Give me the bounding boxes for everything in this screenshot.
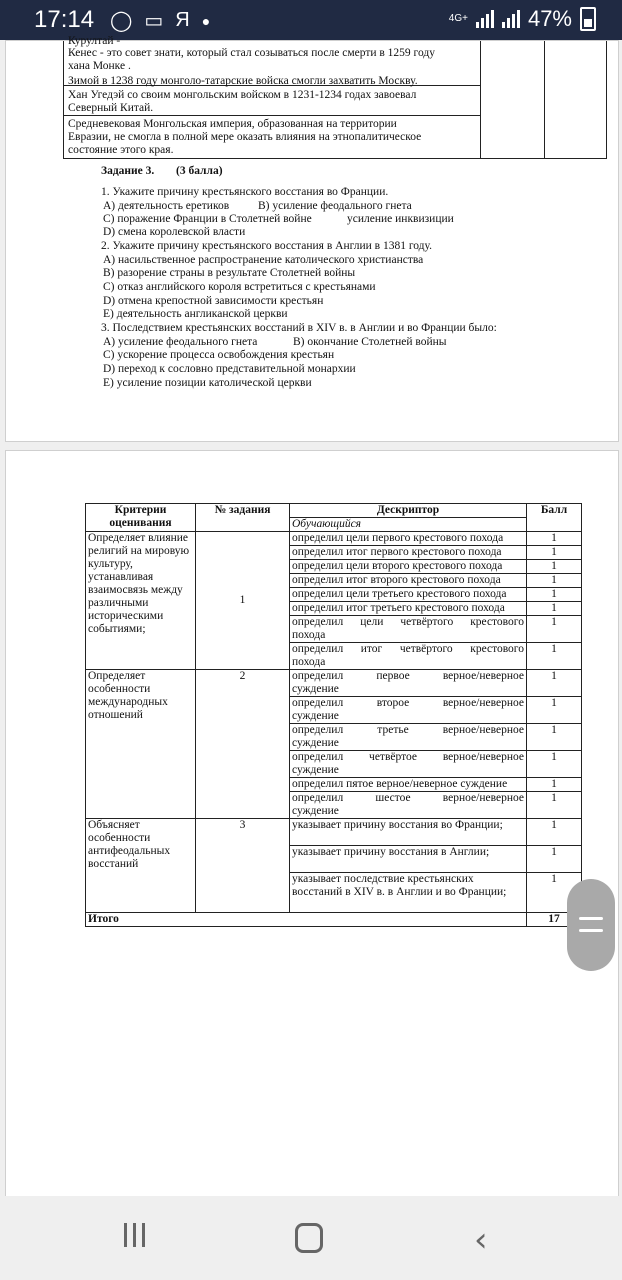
back-button[interactable]: ‹: [474, 1220, 488, 1260]
score-cell: 1: [527, 792, 582, 819]
battery-percent: 47%: [527, 6, 572, 31]
recent-apps-button[interactable]: [124, 1223, 145, 1247]
yandex-icon: Я: [175, 9, 190, 31]
task-points: (3 балла): [176, 165, 223, 177]
option: B) разорение страны в результате Столетней войны: [103, 267, 356, 279]
descriptor: определил цели первого крестового похода: [290, 532, 527, 546]
signal-icon-2: [502, 10, 520, 28]
option: E) деятельность англиканской церкви: [103, 308, 288, 320]
descriptor: определил цели третьего крестового похода: [290, 588, 527, 602]
score-cell: 1: [527, 670, 582, 697]
navigation-bar: [0, 1196, 622, 1280]
text-line: Средневековая Монгольская империя, образованная на территории: [68, 118, 397, 130]
score-cell: 1: [527, 724, 582, 751]
total-label: Итого: [86, 913, 527, 927]
task-number: 2: [196, 670, 290, 819]
descriptor: определил шестое верное/неверное суждение: [290, 792, 527, 819]
dot-icon: ●: [201, 12, 211, 29]
descriptor: определил цели четвёртого крестового похода: [290, 616, 527, 643]
text-line: Зимой в 1238 году монголо-татарские войска смогли захватить Москву.: [68, 75, 418, 87]
descriptor: определил итог третьего крестового похода: [290, 602, 527, 616]
criterion-1: Определяет влияние религий на мировую культуру, устанавливая взаимосвязь между различными историческими событиями;: [86, 532, 196, 670]
criterion-2: Определяет особенности международных отношений: [86, 670, 196, 819]
option: C) поражение Франции в Столетней войне: [103, 213, 312, 225]
descriptor: определил итог второго крестового похода: [290, 574, 527, 588]
criteria-table: [85, 503, 582, 927]
option: A) деятельность еретиков: [103, 200, 230, 212]
task-title: Задание 3.: [101, 165, 155, 177]
descriptor: определил четвёртое верное/неверное суждение: [290, 751, 527, 778]
descriptor: определил пятое верное/неверное суждение: [290, 778, 527, 792]
text-line: Хан Угедэй со своим монгольским войском в 1231-1234 годах завоевал: [68, 89, 417, 101]
header-score: Балл: [527, 504, 582, 532]
task-number: 3: [196, 819, 290, 913]
text-line: хана Монке .: [68, 60, 131, 72]
whatsapp-icon: ◯: [110, 10, 133, 32]
criterion-3: Объясняет особенности антифеодальных восстаний: [86, 819, 196, 913]
score-cell: 1: [527, 588, 582, 602]
descriptor: указывает последствие крестьянских восстаний в XIV в. в Англии и во Франции;: [290, 873, 527, 913]
score-cell: 1: [527, 616, 582, 643]
score-cell: 1: [527, 574, 582, 588]
text-line: Евразии, не смогла в полной мере оказать влияния на этнопалитическое: [68, 131, 422, 143]
status-time: 17:14: [34, 6, 95, 33]
fast-scroll-handle[interactable]: [567, 879, 615, 971]
option: E) усиление позиции католической церкви: [103, 377, 312, 389]
score-cell: 1: [527, 846, 582, 873]
score-cell: 1: [527, 532, 582, 546]
text-line: Северный Китай.: [68, 102, 154, 114]
option: B) окончание Столетней войны: [293, 336, 447, 348]
header-criteria: Критерии оценивания: [86, 504, 196, 532]
monitor-icon: ▭: [144, 10, 164, 32]
question-3: 3. Последствием крестьянских восстаний в XIV в. в Англии и во Франции было:: [101, 322, 497, 334]
option: D) переход к сословно представительной монархии: [103, 363, 356, 375]
descriptor: указывает причину восстания во Франции;: [290, 819, 527, 846]
question-2: 2. Укажите причину крестьянского восстания в Англии в 1381 году.: [101, 240, 433, 252]
score-cell: 1: [527, 643, 582, 670]
score-cell: 1: [527, 697, 582, 724]
text-line: Курултай -: [68, 35, 121, 47]
question-1: 1. Укажите причину крестьянского восстания во Франции.: [101, 186, 389, 198]
text-line: Кенес - это совет знати, который стал созываться после смерти в 1259 году: [68, 47, 436, 59]
score-cell: 1: [527, 546, 582, 560]
descriptor: определил первое верное/неверное суждение: [290, 670, 527, 697]
score-cell: 1: [527, 560, 582, 574]
document-page-1: [5, 35, 619, 442]
option: B) усиление феодального гнета: [258, 200, 412, 212]
score-cell: 1: [527, 751, 582, 778]
learner-label: Обучающийся: [290, 518, 527, 532]
score-cell: 1: [527, 873, 582, 913]
score-cell: 1: [527, 778, 582, 792]
home-button[interactable]: [295, 1223, 323, 1253]
descriptor: определил третье верное/неверное суждение: [290, 724, 527, 751]
document-page-2: [5, 450, 619, 1198]
option: D) отмена крепостной зависимости крестьян: [103, 295, 324, 307]
task-number: 1: [196, 532, 290, 670]
option: A) усиление феодального гнета: [103, 336, 258, 348]
descriptor: определил второе верное/неверное суждение: [290, 697, 527, 724]
status-bar: [0, 0, 622, 40]
descriptor: определил итог первого крестового похода: [290, 546, 527, 560]
header-task: № задания: [196, 504, 290, 532]
option: C) отказ английского короля встретиться с крестьянами: [103, 281, 376, 293]
header-descriptor: Дескриптор: [290, 504, 527, 518]
descriptor: определил итог четвёртого крестового похода: [290, 643, 527, 670]
score-cell: 1: [527, 602, 582, 616]
descriptor: указывает причину восстания в Англии;: [290, 846, 527, 873]
score-cell: 1: [527, 819, 582, 846]
network-type: 4G+: [448, 13, 468, 24]
battery-icon: [580, 7, 596, 31]
signal-icon: [476, 10, 494, 28]
text-line: состояние этого края.: [68, 144, 174, 156]
option: C) ускорение процесса освобождения крестьян: [103, 349, 335, 361]
descriptor: определил цели второго крестового похода: [290, 560, 527, 574]
total-value: 17: [527, 913, 582, 927]
option: A) насильственное распространение католического христианства: [103, 254, 424, 266]
option: D) смена королевской власти: [103, 226, 246, 238]
option: усиление инквизиции: [347, 213, 454, 225]
